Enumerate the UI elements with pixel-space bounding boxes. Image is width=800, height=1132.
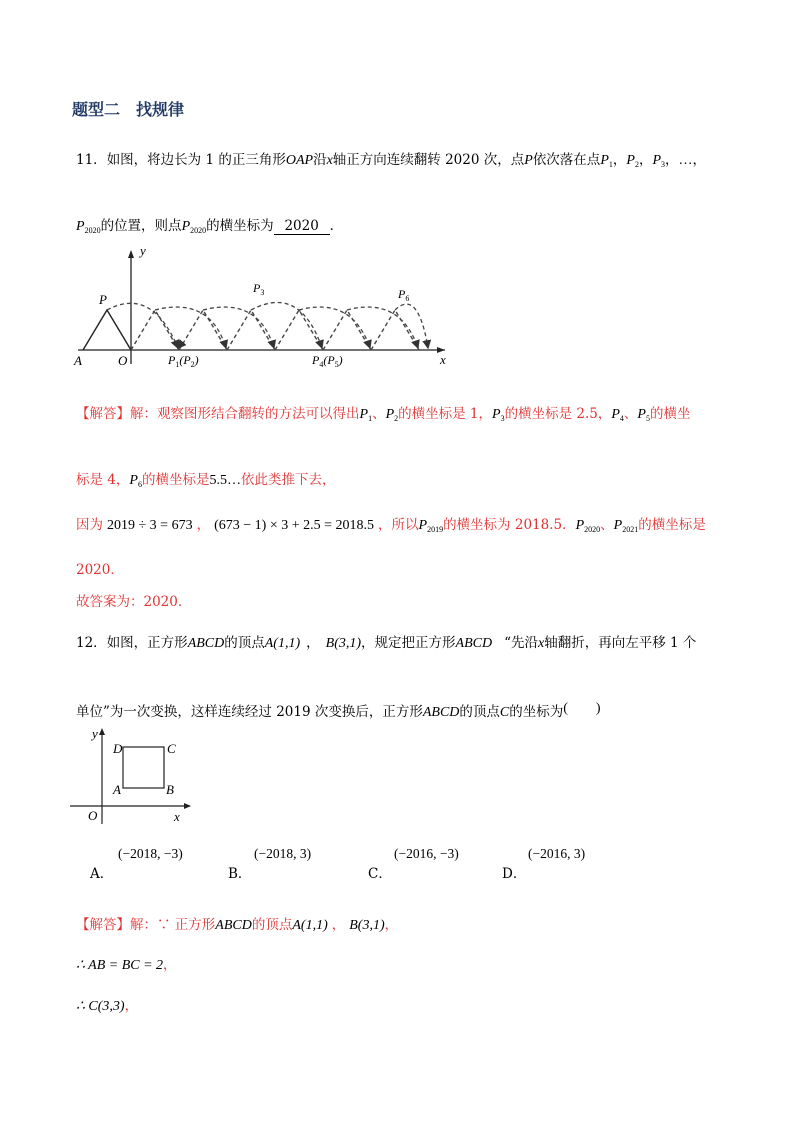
q11-fig-y-label: y	[140, 243, 146, 258]
q12-line2-a: 单位”为一次变换，这样连续经过 2019 次变换后，正方形	[76, 704, 423, 720]
q12-line2-c: 的坐标为	[509, 704, 564, 720]
q12-option-d-value: (−2016, 3)	[528, 846, 586, 861]
q12-solution-line-3	[76, 994, 138, 1015]
q12-y-axis-arrow	[99, 728, 105, 735]
q11-sol-l1-c: 的横坐标是 2.5，	[504, 406, 612, 422]
q11-sol-p2021-sub: 2021	[622, 525, 639, 534]
q11-dashed-triangles	[131, 310, 419, 350]
q12-option-b-label: B．	[228, 866, 252, 882]
q12-sol-sep: ，	[331, 917, 346, 933]
q12-figure	[70, 724, 200, 834]
q11-solution-line-4: 2020．	[76, 562, 124, 578]
q12-line-1	[76, 631, 696, 652]
q12-point-b: B(3,1)	[325, 636, 362, 651]
q11-sol-l1-a: 解：观察图形结合翻转的方法可以得出	[130, 406, 360, 422]
q12-solution-line-2	[76, 953, 177, 974]
q11-sol-p1: P	[359, 407, 369, 422]
q11-y-axis-arrow	[128, 250, 134, 258]
q11-fig-o-label: O	[118, 353, 128, 368]
q12-fig-c-label: C	[167, 741, 176, 756]
q11-figure	[60, 240, 470, 380]
q11-sol-p2-sub: 2	[394, 414, 399, 423]
q11-sol-sep: 、	[600, 517, 614, 533]
q11-sol-l3-d: 的横坐标是	[638, 517, 706, 533]
q11-number: 11．	[76, 152, 107, 168]
q11-sol-p2019: P	[418, 518, 428, 533]
q11-line2-a: 的位置，则点	[100, 218, 182, 234]
q11-sol-p5-sub: 5	[645, 414, 650, 423]
q11-sol-sep: 、	[623, 406, 638, 422]
q12-text-c: ，规定把正方形	[361, 635, 456, 651]
q11-sol-l2-b: 的横坐标是	[141, 472, 210, 488]
q11-answer-blank: 2020	[274, 218, 330, 235]
q12-sol-comma: ，	[163, 957, 177, 973]
q11-sol-sep: 、	[372, 406, 386, 422]
q11-sol-p2020-sub: 2020	[584, 525, 601, 534]
q11-p2: P	[626, 153, 635, 168]
q11-text-d: 依次落在点	[532, 152, 601, 168]
q11-sol-p2021: P	[613, 518, 623, 533]
q11-triangle-name: OAP	[285, 153, 314, 168]
q11-p2020-sub: 2020	[84, 226, 101, 235]
q11-sol-comma: ，	[196, 517, 211, 533]
q12-line2-b: 的顶点	[459, 704, 500, 720]
q11-sol-p2019-sub: 2019	[427, 525, 444, 534]
q11-sol-p3: P	[492, 407, 501, 422]
q11-sol-l3-a: 因为	[76, 517, 103, 533]
q12-point-a: A(1,1)	[264, 636, 301, 651]
q11-line-1	[76, 148, 706, 169]
q12-sol-l1-b: 的顶点	[251, 917, 293, 933]
q11-fig-x-label: x	[440, 352, 446, 367]
q12-x-axis-arrow	[184, 803, 191, 809]
q12-text-d: “先沿	[504, 635, 538, 651]
q11-solution-line-2	[76, 468, 335, 489]
q12-option-a-value: (−2018, −3)	[118, 846, 183, 861]
q11-sol-l2-a: 标是 4，	[76, 472, 130, 488]
q12-text-a: 如图，正方形	[106, 635, 188, 651]
q11-sol-expr2: (673 − 1) × 3 + 2.5 = 2018.5	[214, 518, 374, 533]
q11-sol-l2-val: 5.5…	[209, 473, 241, 488]
q11-line2-b: 的横坐标为	[206, 218, 274, 234]
q11-p2-sub: 2	[634, 160, 639, 169]
q11-sol-p1-sub: 1	[368, 414, 373, 423]
q11-sol-p5: P	[637, 407, 646, 422]
q11-p3: P	[652, 153, 661, 168]
q12-text-e: 轴翻折，再向左平移 1 个	[544, 635, 697, 651]
q12-line-2	[76, 697, 601, 721]
q12-option-a[interactable]	[90, 846, 183, 882]
q11-solution-line-3	[76, 513, 706, 534]
q12-fig-b-label: B	[166, 782, 174, 797]
q12-square-name: ABCD	[187, 636, 225, 651]
q11-sol-l1-b: 的横坐标是 1，	[398, 406, 493, 422]
q12-option-c-value: (−2016, −3)	[394, 846, 459, 861]
q11-sol-p6-sub: 6	[137, 480, 142, 489]
q11-sol-p3-sub: 3	[500, 414, 505, 423]
q11-sol-l3-c: 的横坐标为 2018.5．	[443, 517, 576, 533]
q12-option-a-label: A．	[90, 866, 114, 882]
q12-fig-y-label: y	[92, 726, 98, 741]
q12-x-axis: x	[538, 636, 545, 651]
q11-solution-line-5: 故答案为：2020．	[76, 594, 192, 610]
q11-p2020-sub: 2020	[190, 226, 207, 235]
section-title: 题型二 找规律	[72, 100, 185, 119]
q11-comma: ，	[638, 152, 653, 168]
q11-x-axis: x	[326, 153, 333, 168]
q11-rotation-arcs	[107, 302, 428, 348]
q12-number: 12．	[76, 635, 107, 651]
q11-sol-p4: P	[611, 407, 620, 422]
q11-text-b: 沿	[313, 152, 327, 168]
q11-fig-p6-label: $P_6$	[398, 287, 410, 303]
q11-p2020: P	[76, 219, 85, 234]
q12-answer-paren: ( )	[563, 701, 601, 716]
q11-ellipsis: …	[678, 153, 693, 168]
q12-sol-end: ，	[384, 917, 399, 933]
q11-line-2	[76, 214, 343, 235]
q12-option-c[interactable]	[368, 846, 459, 882]
q11-sol-l3-b: ，所以	[378, 517, 419, 533]
q12-sol-c-point: ∴ C(3,3)	[76, 999, 125, 1014]
q11-sol-expr1: 2019 ÷ 3 = 673	[107, 518, 193, 533]
q11-point-p: P	[524, 153, 533, 168]
q12-fig-o-label: O	[88, 808, 98, 823]
q12-square-name: ABCD	[455, 636, 493, 651]
q11-fig-a-label: A	[74, 353, 82, 368]
q11-p3-sub: 3	[661, 160, 665, 169]
q12-solution-tag: 【解答】	[76, 917, 130, 933]
q11-sol-l2-c: 依此类推下去，	[240, 472, 336, 488]
q12-option-b[interactable]	[228, 846, 311, 882]
q12-sol-square: ABCD	[215, 918, 252, 933]
q12-fig-d-label: D	[113, 741, 123, 756]
q11-text-c: 轴正方向连续翻转 2020 次，点	[332, 152, 525, 168]
q12-fig-x-label: x	[174, 809, 180, 824]
q11-period: ．	[329, 218, 344, 234]
q11-comma: ，	[612, 152, 627, 168]
q11-p2020: P	[181, 219, 191, 234]
q11-p1: P	[600, 153, 609, 168]
q11-fig-p1p2-label: $P_1(P_2)$	[168, 353, 199, 369]
q12-option-d[interactable]	[502, 846, 585, 882]
q11-text-a: 如图，将边长为 1 的正三角形	[106, 152, 286, 168]
q12-option-b-value: (−2018, 3)	[254, 846, 312, 861]
q12-sol-point-b: B(3,1)	[349, 918, 385, 933]
q12-sol-point-a: A(1,1)	[292, 918, 328, 933]
q12-sol-comma: ，	[124, 998, 139, 1014]
q11-triangle-solid	[83, 310, 131, 350]
q11-sol-l1-d: 的横坐	[649, 406, 691, 422]
q12-option-d-label: D．	[502, 866, 527, 882]
q12-square-name: ABCD	[422, 705, 460, 720]
q12-sol-l1-a: 解：∵ 正方形	[130, 917, 216, 933]
q11-sol-p2020: P	[575, 518, 585, 533]
q11-fig-p-label: P	[99, 292, 107, 307]
q11-solution-line-1	[76, 402, 690, 423]
q11-fig-p3-label: $P_3$	[253, 281, 265, 297]
q12-sol-ab-bc: ∴ AB = BC = 2	[76, 958, 164, 973]
q11-fig-p4p5-label: $P_4(P_5)$	[312, 353, 343, 369]
q12-comma: ，	[306, 635, 320, 651]
q11-solution-tag: 【解答】	[76, 406, 130, 422]
q11-sol-p2: P	[385, 407, 395, 422]
q11-sol-p6: P	[129, 473, 138, 488]
q12-fig-a-label: A	[113, 782, 121, 797]
q11-comma: ，	[692, 152, 706, 168]
q12-option-c-label: C．	[368, 866, 392, 882]
q12-solution-line-1	[76, 913, 398, 934]
q12-text-b: 的顶点	[224, 635, 265, 651]
q11-comma: ，	[665, 152, 679, 168]
q12-square-abcd	[123, 747, 164, 788]
q11-sol-p4-sub: 4	[619, 414, 624, 423]
q12-point-c: C	[499, 705, 510, 720]
q11-p1-sub: 1	[608, 160, 613, 169]
